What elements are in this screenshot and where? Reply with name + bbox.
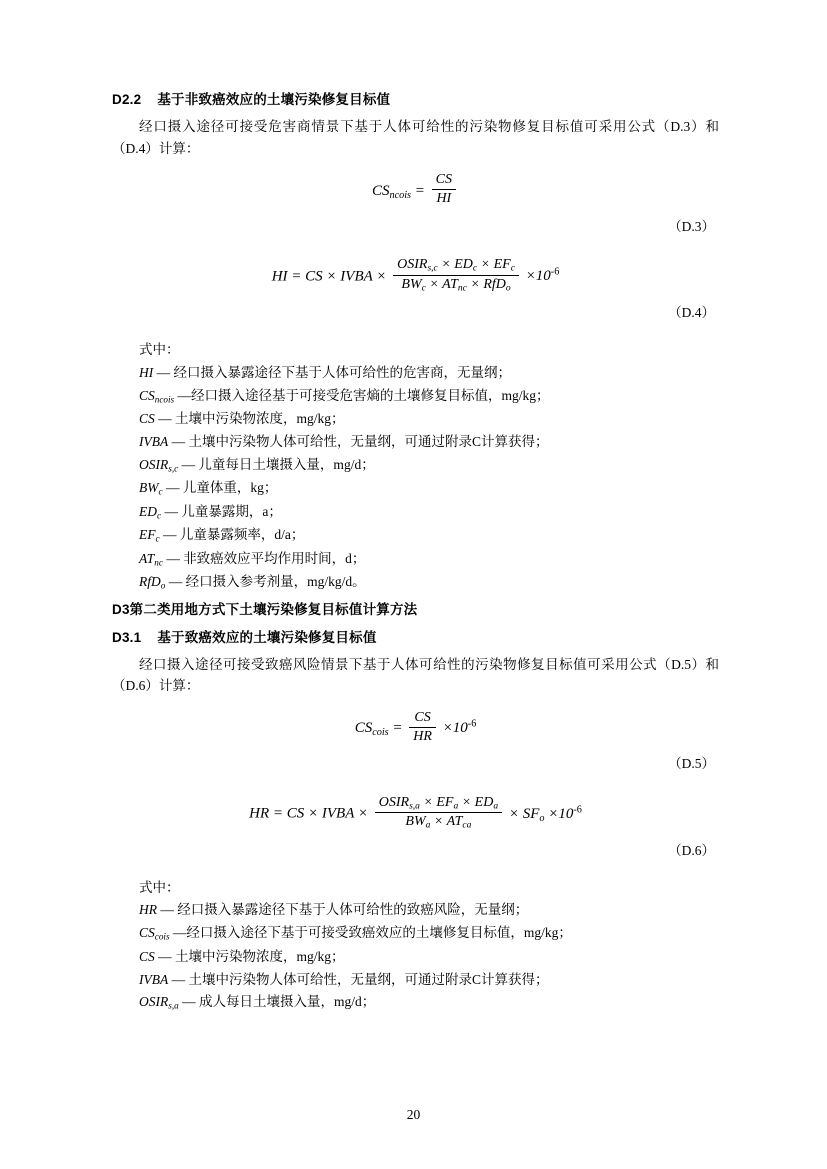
equation-d5-fraction xyxy=(409,710,436,745)
definition-item: $OSIR_{s,c}$ — 儿童每日土壤摄入量，mg/d； xyxy=(139,456,375,474)
section-title-d31: 基于致癌效应的土壤污染修复目标值 xyxy=(157,629,377,645)
equation-d3-lhs-sub: ncois xyxy=(389,189,412,201)
equation-d4 xyxy=(112,259,719,295)
paragraph-d31-intro: 经口摄入途径可接受致癌风险情景下基于人体可给性的污染物修复目标值可采用公式（D.5）和（D.6）计算： xyxy=(112,656,719,694)
equation-d6 xyxy=(112,796,719,832)
equation-d3-denominator: HI xyxy=(436,191,452,207)
definition-item: CS — 土壤中污染物浓度，mg/kg； xyxy=(139,948,345,964)
section-title-d3: 第二类用地方式下土壤污染修复目标值计算方法 xyxy=(129,601,418,617)
definition-item: HR — 经口摄入暴露途径下基于人体可给性的致癌风险，无量纲； xyxy=(139,902,529,918)
equation-d6-lhs: HR xyxy=(249,805,270,822)
equation-d3 xyxy=(112,174,719,209)
equation-d5-lhs-sub: cois xyxy=(372,727,389,739)
equation-d4-tail: $\times 10^{-6}$ xyxy=(525,267,560,285)
definition-item: $CS_{cois}$ —经口摄入途径下基于可接受致癌效应的土壤修复目标值，mg/kg； xyxy=(139,925,572,942)
equation-number-d6: （D.6） xyxy=(668,842,715,858)
definition-item: IVBA — 土壤中污染物人体可给性，无量纲，可通过附录C计算获得； xyxy=(139,971,549,987)
equation-d6-times-2: × xyxy=(357,805,368,822)
equation-d4-fraction xyxy=(393,257,519,293)
equation-d5-tail: $\times 10^{-6}$ xyxy=(442,718,477,737)
equation-d4-times-1: × xyxy=(326,268,337,285)
equation-d5 xyxy=(112,711,719,746)
where-label-2: 式中： xyxy=(139,879,180,895)
equation-d6-tail: $\times 10^{-6}$ xyxy=(548,804,582,822)
section-heading-d22 xyxy=(112,88,719,108)
definition-item: HI — 经口摄入暴露途径下基于人体可给性的危害商，无量纲； xyxy=(139,364,511,380)
equation-d5-equals: = xyxy=(392,720,403,737)
equation-number-d3: （D.3） xyxy=(668,218,715,234)
equation-d6-term-ivba: IVBA xyxy=(321,805,355,822)
equation-d3-numerator: CS xyxy=(432,172,456,190)
section-number-d31: D3.1 xyxy=(112,629,142,645)
page-number: 20 xyxy=(406,1107,421,1122)
equation-d4-denominator: $BW_c \times AT_{nc} \times RfD_o$ xyxy=(401,276,511,294)
equation-d4-times-2: × xyxy=(376,268,387,285)
where-label-1: 式中： xyxy=(139,342,180,358)
equation-d4-term-cs: CS xyxy=(305,268,323,285)
equation-d6-equals: = xyxy=(272,805,283,822)
equation-d4-term-ivba: IVBA xyxy=(340,268,373,285)
paragraph-d22-intro: 经口摄入途径可接受危害商情景下基于人体可给性的污染物修复目标值可采用公式（D.3）和（D.4）计算： xyxy=(112,119,719,156)
equation-d3-fraction xyxy=(432,172,456,207)
definition-item: RfD$_o$ — 经口摄入参考剂量，mg/kg/d。 xyxy=(139,574,366,591)
equation-d4-equals: = xyxy=(291,268,302,285)
equation-d6-term-cs: CS xyxy=(286,805,305,822)
equation-d6-times-1: × xyxy=(308,805,319,822)
equation-d4-lhs: HI xyxy=(271,268,288,285)
equation-d6-denominator: $BW_a \times AT_{ca}$ xyxy=(405,814,472,832)
definition-item: $CS_{ncois}$ —经口摄入途径基于可接受危害熵的土壤修复目标值，mg/kg； xyxy=(139,387,550,405)
definition-item: IVBA — 土壤中污染物人体可给性，无量纲，可通过附录C计算获得； xyxy=(139,434,549,450)
definition-item: CS — 土壤中污染物浓度，mg/kg； xyxy=(139,411,345,427)
equation-d3-lhs: $CS_{ncois}$ xyxy=(372,182,412,201)
definition-item: $AT_{nc}$ — 非致癌效应平均作用时间，d； xyxy=(139,550,366,568)
equation-number-d5: （D.5） xyxy=(668,756,715,772)
definition-item: $BW_c$ — 儿童体重，kg； xyxy=(139,480,278,497)
equation-d4-numerator: $OSIR_{s,c} \times ED_c \times EF_c$ xyxy=(393,257,519,276)
equation-d3-equals: = xyxy=(414,182,425,199)
section-number-d22: D2.2 xyxy=(112,92,142,107)
section-heading-d3 xyxy=(112,598,719,618)
definition-list-1 xyxy=(112,362,719,594)
equation-d6-fraction xyxy=(375,795,502,831)
equation-d5-lhs: $CS_{cois}$ xyxy=(354,720,389,739)
definition-list-2 xyxy=(112,899,719,1013)
section-heading-d31 xyxy=(112,626,719,646)
definition-item: $OSIR_{s,a}$ — 成人每日土壤摄入量，mg/d； xyxy=(139,994,376,1011)
equation-d6-mid: × $SF_o$ xyxy=(508,805,545,824)
equation-d6-numerator: $OSIR_{s,a} \times EF_a \times ED_a$ xyxy=(375,795,502,814)
section-title-d22: 基于非致癌效应的土壤污染修复目标值 xyxy=(157,92,391,107)
definition-item: $ED_c$ — 儿童暴露期，a； xyxy=(139,503,282,521)
equation-d5-numerator: CS xyxy=(409,710,436,728)
section-number-d3: D3 xyxy=(112,601,130,617)
equation-number-d4: （D.4） xyxy=(668,305,715,321)
equation-d5-denominator: HR xyxy=(413,728,432,744)
definition-item: $EF_c$ — 儿童暴露频率，d/a； xyxy=(139,527,305,544)
